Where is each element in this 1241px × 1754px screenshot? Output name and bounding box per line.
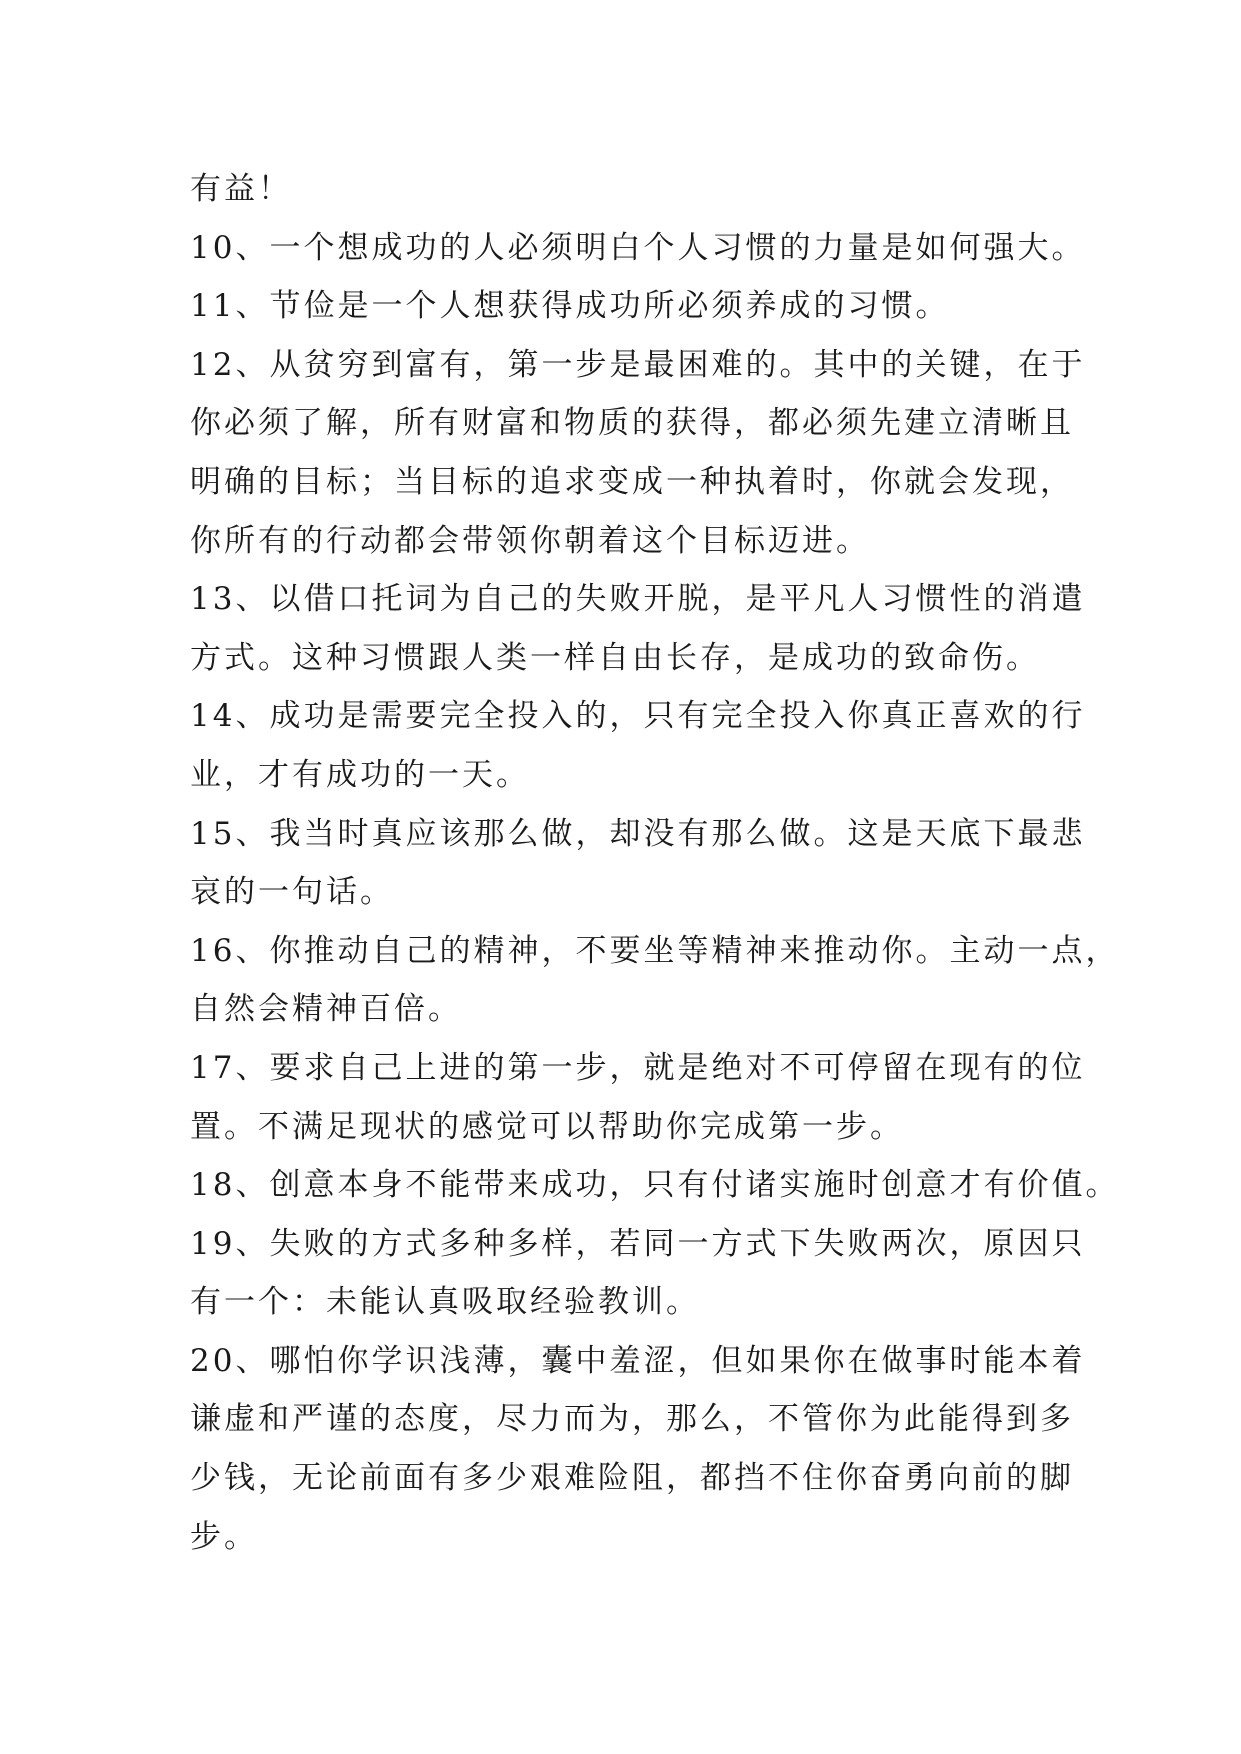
text-line: 12、从贫穷到富有，第一步是最困难的。其中的关键，在于: [190, 346, 1086, 383]
text-line: 18、创意本身不能带来成功，只有付诸实施时创意才有价值。: [190, 1167, 1120, 1204]
text-line: 业，才有成功的一天。: [190, 756, 530, 793]
text-line: 16、你推动自己的精神，不要坐等精神来推动你。主动一点，: [190, 932, 1120, 969]
text-line: 19、失败的方式多种多样，若同一方式下失败两次，原因只: [190, 1225, 1086, 1262]
text-line: 20、哪怕你学识浅薄，囊中羞涩，但如果你在做事时能本着: [190, 1342, 1086, 1379]
text-line: 少钱，无论前面有多少艰难险阻，都挡不住你奋勇向前的脚: [190, 1460, 1074, 1497]
text-line: 你必须了解，所有财富和物质的获得，都必须先建立清晰且: [190, 405, 1074, 442]
text-line: 哀的一句话。: [190, 874, 394, 911]
text-line: 方式。这种习惯跟人类一样自由长存，是成功的致命伤。: [190, 639, 1040, 676]
text-line: 明确的目标；当目标的追求变成一种执着时，你就会发现，: [190, 463, 1074, 500]
document-body: [190, 160, 1120, 1566]
text-line: 17、要求自己上进的第一步，就是绝对不可停留在现有的位: [190, 1049, 1086, 1086]
text-line: 自然会精神百倍。: [190, 991, 462, 1028]
text-line: 13、以借口托词为自己的失败开脱，是平凡人习惯性的消遣: [190, 581, 1086, 618]
text-line: 15、我当时真应该那么做，却没有那么做。这是天底下最悲: [190, 815, 1086, 852]
text-line: 10、一个想成功的人必须明白个人习惯的力量是如何强大。: [190, 229, 1086, 266]
text-line: 14、成功是需要完全投入的，只有完全投入你真正喜欢的行: [190, 698, 1086, 735]
text-line: 有益！: [190, 171, 292, 207]
text-line: 置。不满足现状的感觉可以帮助你完成第一步。: [190, 1108, 904, 1145]
text-line: 你所有的行动都会带领你朝着这个目标迈进。: [190, 522, 870, 559]
text-line: 步。: [190, 1518, 258, 1555]
text-line: 11、节俭是一个人想获得成功所必须养成的习惯。: [190, 288, 950, 325]
text-line: 有一个：未能认真吸取经验教训。: [190, 1284, 700, 1321]
text-line: 谦虚和严谨的态度，尽力而为，那么，不管你为此能得到多: [190, 1401, 1074, 1438]
